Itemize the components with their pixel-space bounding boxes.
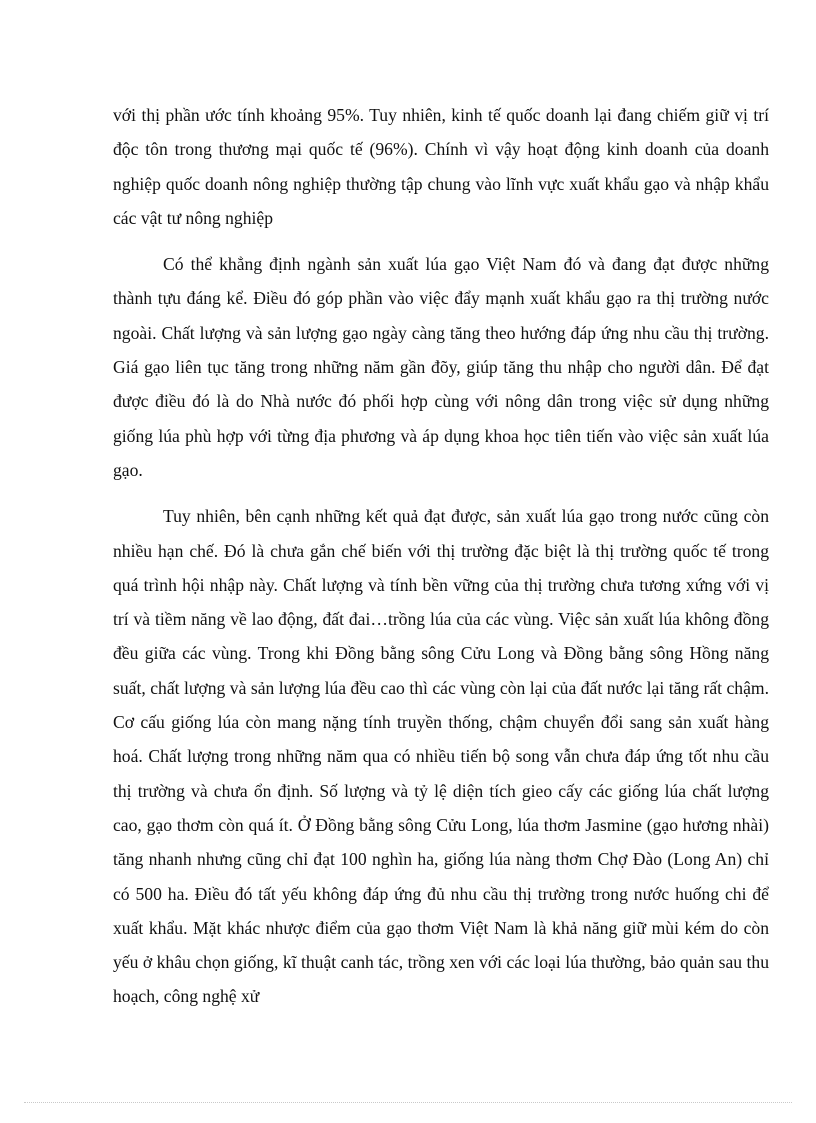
document-body xyxy=(113,98,769,1014)
paragraph-1: với thị phần ước tính khoảng 95%. Tuy nhiên, kinh tế quốc doanh lại đang chiếm giữ vị trí độc tôn trong thương mại quốc tế (96%). Chính vì vậy hoạt động kinh doanh của doanh nghiệp quốc doanh nông nghiệp thường tập chung vào lĩnh vực xuất khẩu gạo và nhập khẩu các vật tư nông nghiệp xyxy=(113,105,769,228)
page-bottom-divider xyxy=(24,1102,792,1103)
paragraph-3: Tuy nhiên, bên cạnh những kết quả đạt được, sản xuất lúa gạo trong nước cũng còn nhiều hạn chế. Đó là chưa gắn chế biến với thị trường đặc biệt là thị trường quốc tế trong quá trình hội nhập này. Chất lượng và tính bền vững của thị trường chưa tương xứng với vị trí và tiềm năng về lao động, đất đai…trồng lúa của các vùng. Việc sản xuất lúa không đồng đều giữa các vùng. Trong khi Đồng bằng sông Cửu Long và Đồng bằng sông Hồng năng suất, chất lượng và sản lượng lúa đều cao thì các vùng còn lại của đất nước lại tăng rất chậm. Cơ cấu giống lúa còn mang nặng tính truyền thống, chậm chuyển đổi sang sản xuất hàng hoá. Chất lượng trong những năm qua có nhiều tiến bộ song vẫn chưa đáp ứng tốt nhu cầu thị trường và chưa ổn định. Số lượng và tỷ lệ diện tích gieo cấy các giống lúa chất lượng cao, gạo thơm còn quá ít. Ở Đồng bằng sông Cửu Long, lúa thơm Jasmine (gạo hương nhài) tăng nhanh nhưng cũng chỉ đạt 100 nghìn ha, giống lúa nàng thơm Chợ Đào (Long An) chỉ có 500 ha. Điều đó tất yếu không đáp ứng đủ nhu cầu thị trường trong nước huống chi để xuất khẩu. Mặt khác nhược điểm của gạo thơm Việt Nam là khả năng giữ mùi kém do còn yếu ở khâu chọn giống, kĩ thuật canh tác, trồng xen với các loại lúa thường, bảo quản sau thu hoạch, công nghệ xử xyxy=(113,506,769,1007)
paragraph-2: Có thể khẳng định ngành sản xuất lúa gạo Việt Nam đó và đang đạt được những thành tựu đáng kể. Điều đó góp phần vào việc đẩy mạnh xuất khẩu gạo ra thị trường nước ngoài. Chất lượng và sản lượng gạo ngày càng tăng theo hướng đáp ứng nhu cầu thị trường. Giá gạo liên tục tăng trong những năm gần đõy, giúp tăng thu nhập cho người dân. Để đạt được điều đó là do Nhà nước đó phối hợp cùng với nông dân trong việc sử dụng những giống lúa phù hợp với từng địa phương và áp dụng khoa học tiên tiến vào việc sản xuất lúa gạo. xyxy=(113,254,769,480)
